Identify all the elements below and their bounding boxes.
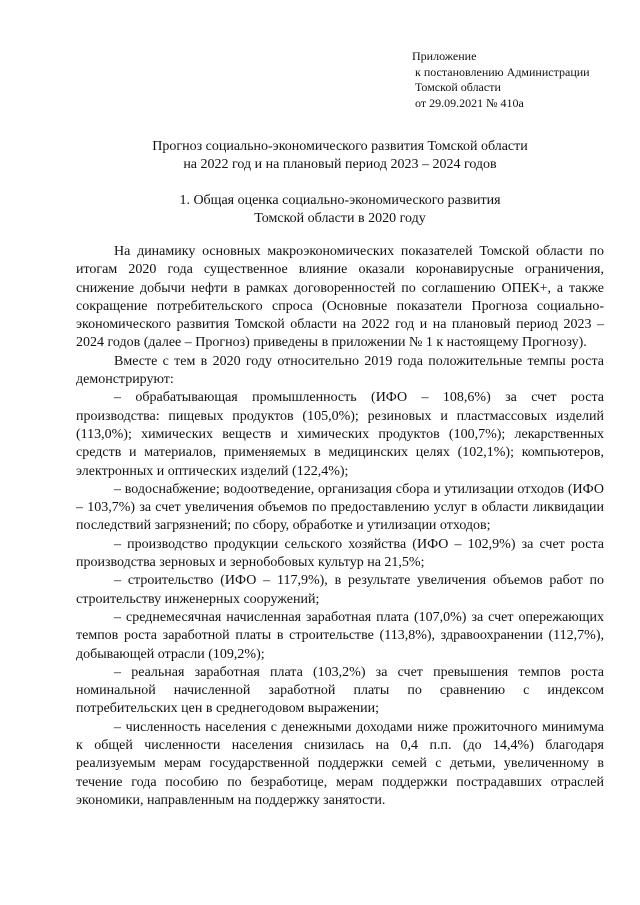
list-item-water-supply: – водоснабжение; водоотведение, организация сбора и утилизации отходов (ИФО – 103,7%) за счет увеличения объемов по предоставлению услуг в области ликвидации последствий загрязнений; по сбору, обработке и утилизации отходов;: [76, 481, 604, 534]
paragraph-growth-lead: Вместе с тем в 2020 году относительно 2019 года положительные темпы роста демонстрируют:: [76, 353, 604, 388]
section-heading: [40, 192, 640, 228]
section-heading-line-2: Томской области в 2020 году: [254, 211, 426, 226]
list-item-real-wage: – реальная заработная плата (103,2%) за счет превышения темпов роста номинальной начисленной заработной платы по сравнению с индексом потребительских цен в среднегодовом выражении;: [76, 664, 604, 717]
paragraph-intro: На динамику основных макроэкономических показателей Томской области по итогам 2020 года существенное влияние оказали коронавирусные ограничения, снижение добычи нефти в рамках договоренностей по соглашению ОПЕК+, а также сокращение потребительского спроса (Основные показатели Прогноза социально-экономического развития Томской области на 2022 год и на плановый период 2023 – 2024 годов (далее – Прогноз) приведены в приложении № 1 к настоящему Прогнозу).: [76, 244, 604, 351]
document-title-line-2: на 2022 год и на плановый период 2023 – 2024 годов: [183, 157, 497, 172]
section-heading-line-1: 1. Общая оценка социально-экономического развития: [179, 193, 501, 208]
document-title-line-1: Прогноз социально-экономического развития Томской области: [152, 139, 528, 154]
appendix-resolution: к постановлению Администрации: [415, 64, 590, 79]
document-title: [40, 138, 640, 174]
list-item-poverty: – численность населения с денежными доходами ниже прожиточного минимума к общей численности населения снизилась на 0,4 п.п. (до 14,4%) благодаря реализуемым мерам государственной поддержки семей с детьми, увеличенному в течение года пособию по безработице, мерам поддержки пострадавших отраслей экономики, направленным на поддержку занятости.: [76, 719, 604, 808]
list-item-manufacturing: – обрабатывающая промышленность (ИФО – 108,6%) за счет роста производства: пищевых продуктов (105,0%); резиновых и пластмассовых изделий (113,0%); химических веществ и химических продуктов (100,7%); лекарственных средств и материалов, применяемых в медицинских целях (102,1%); компьютеров, электронных и оптических изделий (122,4%);: [76, 390, 604, 479]
appendix-reference: [412, 49, 590, 111]
appendix-date-number: от 29.09.2021 № 410а: [415, 95, 524, 110]
list-item-agriculture: – производство продукции сельского хозяйства (ИФО – 102,9%) за счет роста производства зерновых и зернобобовых культур на 21,5%;: [76, 536, 604, 571]
list-item-average-wage: – среднемесячная начисленная заработная плата (107,0%) за счет опережающих темпов роста заработной платы в строительстве (113,8%), здравоохранении (112,7%), добывающей отрасли (109,2%);: [76, 609, 604, 662]
document-body: [76, 243, 604, 810]
appendix-label: Приложение: [412, 49, 477, 63]
list-item-construction: – строительство (ИФО – 117,9%), в результате увеличения объемов работ по строительству инженерных сооружений;: [76, 573, 604, 607]
appendix-region: Томской области: [415, 80, 501, 94]
